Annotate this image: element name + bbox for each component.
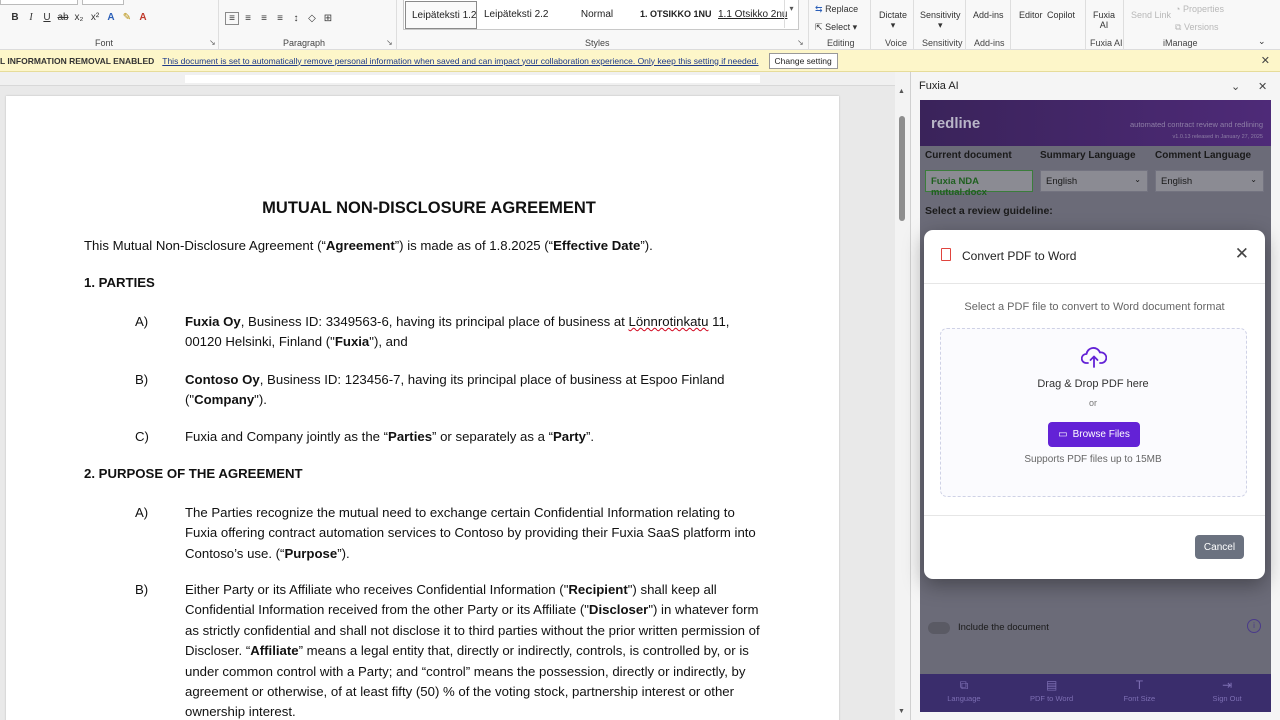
browse-files-button[interactable] <box>1048 422 1140 447</box>
style-item[interactable]: Leipäteksti 1.2 <box>405 1 477 29</box>
clause-text: Fuxia Oy, Business ID: 3349563-6, having its principal place of business at Lönnrotinkatu 11, 00120 Helsinki, Finland ("Fuxia"), and <box>185 314 730 350</box>
divider <box>924 283 1265 284</box>
sign-out-icon: ⇥ <box>1222 678 1233 692</box>
chevron-down-icon: ⌄ <box>1134 175 1141 184</box>
clause-text: The Parties recognize the mutual need to exchange certain Confidential Information relating to Fuxia offering contract automation services to Contoso by providing their Fuxia SaaS platform into Contoso’s use. (“Purpose”). <box>185 505 756 561</box>
highlight-icon[interactable]: ✎ <box>122 12 132 23</box>
versions-label: Versions <box>1183 22 1219 32</box>
divider <box>924 515 1265 516</box>
nav-label: Sign Out <box>1212 694 1242 703</box>
clause-label: C) <box>135 429 149 444</box>
style-item[interactable]: 1. OTSIKKO 1NU <box>640 9 712 19</box>
section-heading: 2. PURPOSE OF THE AGREEMENT <box>84 466 303 481</box>
close-icon[interactable]: ✕ <box>1234 244 1249 263</box>
group-separator <box>870 0 871 50</box>
select-label: Select <box>825 22 851 32</box>
group-separator <box>396 0 397 50</box>
versions-icon: ⧉ <box>1175 22 1182 32</box>
current-document-label: Current document <box>925 150 1012 161</box>
align-left-icon[interactable]: ≡ <box>225 12 239 25</box>
group-separator <box>218 0 219 50</box>
drop-zone-text: Drag & Drop PDF here <box>1037 378 1149 390</box>
fuxia-button[interactable]: Fuxia AI <box>1093 10 1116 30</box>
upload-cloud-icon <box>1081 345 1107 369</box>
style-item[interactable]: 1.1 Otsikko 2nu <box>718 8 788 20</box>
nav-label: Language <box>947 694 981 703</box>
clause-label: B) <box>135 582 149 597</box>
strikethrough-icon[interactable]: ab <box>57 12 69 23</box>
brand-tagline: automated contract review and redlining <box>1130 120 1263 129</box>
style-item[interactable]: Normal <box>580 8 614 20</box>
font-color-icon[interactable]: A <box>139 12 147 23</box>
group-label-paragraph: Paragraph <box>283 38 326 48</box>
clause-label: A) <box>135 505 149 520</box>
align-center-icon[interactable]: ≡ <box>245 13 251 24</box>
vertical-scrollbar[interactable] <box>895 86 910 720</box>
intro-paragraph: This Mutual Non-Disclosure Agreement (“Agreement”) is made as of 1.8.2025 (“Effective Date”). <box>84 238 653 253</box>
pdf-icon: ▤ <box>1045 678 1058 692</box>
include-document-toggle[interactable] <box>928 622 950 634</box>
group-separator <box>808 0 809 50</box>
replace-button[interactable] <box>815 4 858 15</box>
close-icon[interactable]: ✕ <box>1258 81 1268 93</box>
clause-text: Contoso Oy, Business ID: 123456-7, having its principal place of business at Espoo Finland ("Company"). <box>185 372 725 408</box>
bottom-navigation <box>920 674 1271 712</box>
group-separator <box>1010 0 1011 50</box>
document-title: MUTUAL NON-DISCLOSURE AGREEMENT <box>262 199 596 217</box>
versions-button[interactable] <box>1175 22 1218 33</box>
info-bar-title: L INFORMATION REMOVAL ENABLED <box>0 55 155 66</box>
group-separator <box>1123 0 1124 50</box>
styles-gallery <box>403 0 799 30</box>
replace-icon: ⇆ <box>815 4 823 14</box>
group-label-fuxia: Fuxia AI <box>1090 38 1123 48</box>
cancel-button[interactable]: Cancel <box>1195 535 1244 559</box>
close-icon[interactable]: ✕ <box>1260 55 1270 67</box>
copilot-button[interactable]: Copilot <box>1047 10 1076 20</box>
comment-language-select[interactable] <box>1155 170 1264 192</box>
summary-language-select[interactable] <box>1040 170 1148 192</box>
chevron-down-icon[interactable]: ▾ <box>784 0 798 28</box>
paragraph-dialog-launcher-icon[interactable]: ↘ <box>386 38 393 47</box>
language-icon: ⧉ <box>959 678 969 692</box>
summary-language-value: English <box>1046 176 1078 187</box>
dialog-subtitle: Select a PDF file to convert to Word document format <box>964 301 1225 313</box>
change-setting-button[interactable]: Change setting <box>769 53 838 69</box>
group-label-styles: Styles <box>585 38 610 48</box>
justify-icon[interactable]: ≡ <box>277 13 283 24</box>
properties-button[interactable] <box>1175 4 1224 14</box>
chevron-down-icon[interactable]: ⌄ <box>1231 81 1241 93</box>
clause-text: Either Party or its Affiliate who receives Confidential Information ("Recipient") shall keep all Confidential Information received from the other Party or its Affiliate ("Discloser") in whatever form as strictly confidential and shall not disclose it to third parties without the prior written permission of Discloser. “Affiliate” means a legal entity that, directly or indirectly, controls, is controlled by, or is under common control with a Party; and “control” means the possession, directly or indirectly, by agreement or otherwise, of at least fifty (50) % of the voting stock, partnership interest or other ownership interest. <box>185 582 760 720</box>
clause-label: B) <box>135 372 149 387</box>
styles-dialog-launcher-icon[interactable]: ↘ <box>797 38 804 47</box>
nav-sign-out[interactable] <box>1183 674 1271 712</box>
group-label-editing: Editing <box>827 38 855 48</box>
text-effects-icon[interactable]: A <box>107 12 115 23</box>
borders-icon[interactable]: ⊞ <box>323 13 333 24</box>
nav-label: Font Size <box>1123 694 1156 703</box>
pdf-drop-zone[interactable] <box>940 328 1247 497</box>
chevron-down-icon: ⌄ <box>1250 175 1257 184</box>
group-label-imanage: iManage <box>1163 38 1198 48</box>
dialog-title: Convert PDF to Word <box>962 249 1077 263</box>
addins-button[interactable]: Add-ins <box>973 10 1004 20</box>
current-document-field[interactable]: Fuxia NDA mutual.docx <box>925 170 1033 192</box>
scrollbar-thumb[interactable] <box>899 116 905 221</box>
comment-language-value: English <box>1161 176 1193 187</box>
comment-language-label: Comment Language <box>1155 150 1252 161</box>
include-document-label: Include the document <box>958 622 1049 633</box>
group-separator <box>913 0 914 50</box>
font-size-box[interactable] <box>82 0 124 5</box>
cursor-icon: ⇱ <box>815 22 823 32</box>
section-heading: 1. PARTIES <box>84 275 155 290</box>
sensitivity-button[interactable]: Sensitivity ▾ <box>920 10 961 30</box>
drop-zone-or: or <box>1088 398 1097 408</box>
group-label-voice: Voice <box>885 38 908 48</box>
replace-label: Replace <box>825 4 859 14</box>
editor-button[interactable]: Editor <box>1019 10 1043 20</box>
group-label-sensitivity: Sensitivity <box>922 38 963 48</box>
superscript-icon[interactable]: x² <box>90 12 100 23</box>
ruler-text-area <box>185 75 760 83</box>
dictate-button[interactable]: Dictate ▾ <box>879 10 908 30</box>
style-item[interactable]: Leipäteksti 2.2 <box>484 8 549 20</box>
send-link-button[interactable]: Send Link <box>1131 10 1172 20</box>
group-separator <box>1085 0 1086 50</box>
properties-label: Properties <box>1182 4 1224 14</box>
line-spacing-icon[interactable]: ↕ <box>293 13 299 24</box>
brand-version: v1.0.13 released in January 27, 2025 <box>1172 134 1263 140</box>
dictate-label: Dictate <box>879 10 908 20</box>
scroll-down-icon[interactable]: ▼ <box>898 708 905 715</box>
font-format-row <box>8 12 150 23</box>
shading-icon[interactable]: ◇ <box>308 13 316 24</box>
clause-label: A) <box>135 314 149 329</box>
sensitivity-label: Sensitivity <box>920 10 961 20</box>
brand-logo: redline <box>931 115 981 132</box>
browse-files-label: Browse Files <box>1072 429 1130 440</box>
convert-pdf-dialog <box>924 230 1265 579</box>
underline-icon[interactable]: U <box>43 12 51 23</box>
ribbon <box>0 0 1280 50</box>
clause-text: Fuxia and Company jointly as the “Parties” or separately as a “Party”. <box>185 429 595 444</box>
brand-header <box>920 100 1271 146</box>
font-size-icon: T <box>1135 678 1144 692</box>
pdf-icon <box>941 248 951 261</box>
group-separator <box>965 0 966 50</box>
guideline-label: Select a review guideline: <box>925 205 1053 217</box>
document-page <box>6 96 839 720</box>
summary-language-label: Summary Language <box>1040 150 1136 161</box>
subscript-icon[interactable]: x₂ <box>74 12 84 23</box>
document-area <box>0 86 895 720</box>
spelling-error[interactable]: Lönnrotinkatu <box>628 314 709 329</box>
group-label-font: Font <box>95 38 114 48</box>
font-dialog-launcher-icon[interactable]: ↘ <box>209 38 216 47</box>
ruler <box>0 72 895 86</box>
nav-language[interactable] <box>920 674 1008 712</box>
nav-font-size[interactable] <box>1096 674 1184 712</box>
folder-icon: ▭ <box>1058 429 1068 440</box>
file-size-note: Supports PDF files up to 15MB <box>1024 454 1162 465</box>
paragraph-format-row <box>225 12 335 25</box>
info-bar <box>0 50 1280 72</box>
align-right-icon[interactable]: ≡ <box>261 13 267 24</box>
bold-icon[interactable]: B <box>11 12 19 23</box>
task-pane-title: Fuxia AI <box>919 80 959 92</box>
select-button[interactable]: ⇱ Select ▾ <box>815 22 858 32</box>
nav-pdf-to-word[interactable] <box>1008 674 1096 712</box>
properties-icon: ◔ <box>1175 4 1181 14</box>
nav-label: PDF to Word <box>1030 694 1074 703</box>
font-name-box[interactable] <box>0 0 78 5</box>
italic-icon[interactable]: I <box>29 12 33 23</box>
group-label-addins: Add-ins <box>974 38 1005 48</box>
scroll-up-icon[interactable]: ▲ <box>898 88 905 95</box>
collapse-ribbon-icon[interactable]: ⌄ <box>1258 36 1266 46</box>
info-bar-message[interactable]: This document is set to automatically remove personal information when saved and can impact your collaboration experience. Only keep this setting if needed. <box>162 55 759 66</box>
info-icon[interactable]: i <box>1247 619 1261 633</box>
